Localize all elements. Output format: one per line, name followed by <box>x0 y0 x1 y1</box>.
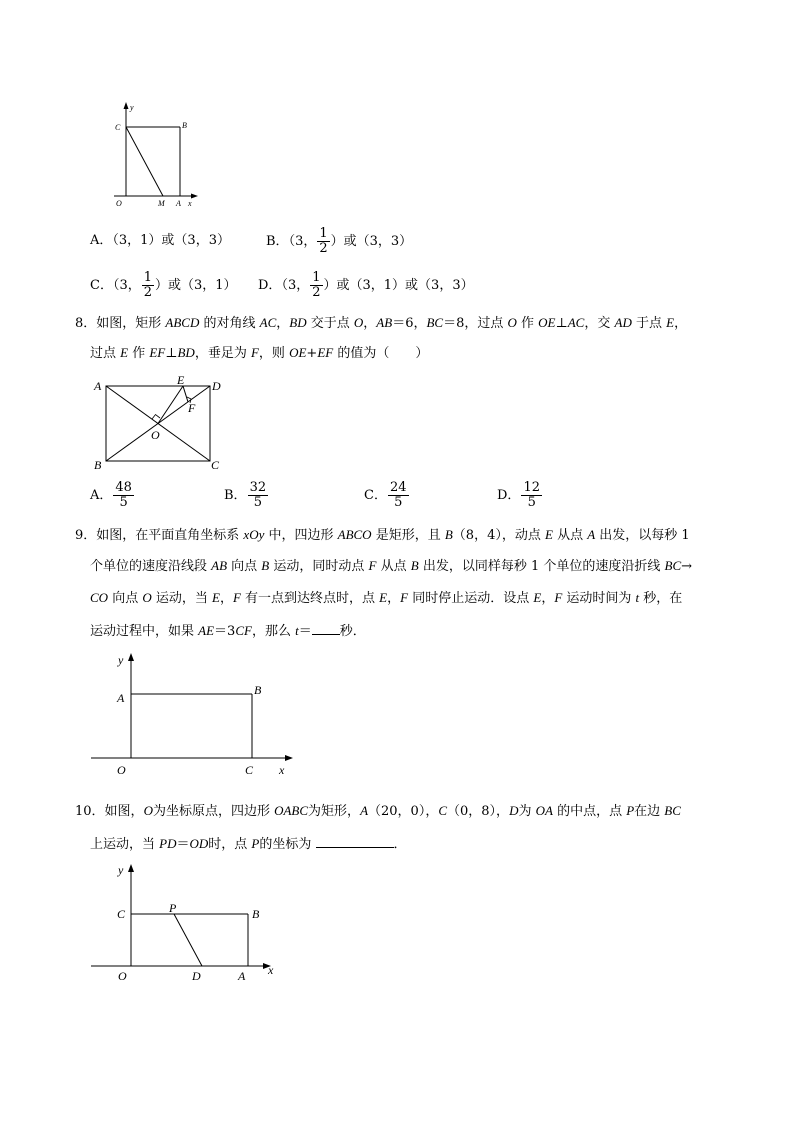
q7-label-O: O <box>116 199 122 208</box>
math-variable: ABCO <box>337 527 372 542</box>
text-segment: 如图，在平面直角坐标系 <box>96 528 244 543</box>
option-text: ）或（3，1）或（3，3） <box>323 278 474 293</box>
q9-text-line3 <box>90 588 682 609</box>
question-number: 9． <box>75 528 97 543</box>
q8-label-O: O <box>151 428 160 442</box>
q10-label-C: C <box>117 907 126 921</box>
math-variable: AE <box>198 623 215 638</box>
text-segment: ，垂足为 <box>194 346 251 361</box>
q10-label-B: B <box>252 907 260 921</box>
text-segment: 5 <box>394 495 403 510</box>
text-segment: 秒，在 <box>639 591 683 606</box>
math-variable: E <box>379 590 388 605</box>
fraction <box>113 481 134 510</box>
math-variable: AD <box>614 315 632 330</box>
q7-option-a[interactable] <box>90 231 230 251</box>
q8-figure <box>88 372 230 476</box>
option-letter: C． <box>364 488 387 503</box>
text-segment: + <box>306 346 318 361</box>
math-variable: A <box>587 527 596 542</box>
text-segment: （8，4），动点 <box>452 528 545 543</box>
q10-label-y: y <box>118 863 124 877</box>
math-variable: ABCD <box>165 315 200 330</box>
text-segment: 1 <box>319 226 328 241</box>
text-segment: 运动时间为 <box>562 591 636 606</box>
q9-text-line2 <box>90 556 692 577</box>
text-segment: 的值为（ ） <box>333 346 429 361</box>
math-variable: EF <box>317 345 334 360</box>
math-variable: OE <box>538 315 556 330</box>
answer-blank[interactable] <box>312 620 340 635</box>
text-segment: ， <box>387 591 401 606</box>
math-variable: D <box>509 803 519 818</box>
fraction <box>142 271 154 300</box>
text-segment: 为坐标原点，四边形 <box>152 804 275 819</box>
q9-figure <box>88 650 298 780</box>
math-variable: O <box>142 590 152 605</box>
text-segment: 秒． <box>339 624 366 639</box>
answer-blank[interactable] <box>316 833 394 848</box>
q10-text-line2 <box>90 833 407 855</box>
q10-figure <box>88 860 288 985</box>
fraction <box>521 481 542 510</box>
q7-label-x: x <box>188 199 192 208</box>
option-letter: A． <box>90 488 113 503</box>
q8-option-c[interactable] <box>364 481 410 510</box>
text-segment: 如图，矩形 <box>96 316 166 331</box>
text-segment: ， <box>219 591 233 606</box>
math-variable: BC <box>664 558 682 573</box>
q10-label-D: D <box>192 969 201 983</box>
text-segment: 12 <box>523 480 540 495</box>
math-variable: AB <box>376 315 393 330</box>
math-variable: O <box>143 803 153 818</box>
text-segment: 运动过程中，如果 <box>90 624 199 639</box>
math-variable: OABC <box>274 803 309 818</box>
text-segment: 的中点，点 <box>552 804 627 819</box>
math-variable: A <box>360 803 369 818</box>
math-variable: F <box>554 590 563 605</box>
option-letter: D． <box>497 488 521 503</box>
q7-option-c[interactable] <box>90 271 237 300</box>
text-segment: 出发，以同样每秒 1 个单位的速度沿折线 <box>418 559 665 574</box>
text-segment: ＝ <box>298 624 312 639</box>
text-segment: 中，四边形 <box>264 528 338 543</box>
math-variable: AC <box>259 315 277 330</box>
q9-label-x: x <box>279 763 285 777</box>
math-variable: E <box>666 315 675 330</box>
math-variable: O <box>353 315 364 330</box>
math-variable: C <box>438 803 448 818</box>
text-segment: 向点 <box>108 591 143 606</box>
option-letter: D． <box>258 278 282 293</box>
text-segment: 48 <box>115 480 132 495</box>
question-number: 8． <box>75 316 97 331</box>
math-variable: E <box>533 590 542 605</box>
text-segment: 时，点 <box>208 837 252 852</box>
text-segment: 在边 <box>634 804 665 819</box>
text-segment: 同时停止运动．设点 <box>408 591 534 606</box>
text-segment: ，交 <box>584 316 615 331</box>
q9-label-A: A <box>117 691 125 705</box>
q10-label-O: O <box>118 969 127 983</box>
text-segment: ＝6， <box>392 316 427 331</box>
q9-label-C: C <box>245 763 254 777</box>
text-segment: （0，8）， <box>447 804 510 819</box>
text-segment: 出发，以每秒 1 <box>595 528 690 543</box>
q10-label-A: A <box>238 969 246 983</box>
math-variable: BD <box>289 315 307 330</box>
math-variable: xOy <box>243 527 265 542</box>
option-letter: C． <box>90 278 113 293</box>
q7-figure <box>108 100 208 212</box>
text-segment: 24 <box>389 480 407 495</box>
q9-label-B: B <box>254 683 262 697</box>
math-variable: t <box>295 623 299 638</box>
text-segment: ， <box>276 316 290 331</box>
text-segment: 上运动，当 <box>90 837 160 852</box>
q8-label-D: D <box>212 379 221 393</box>
text-segment: 1 <box>143 270 153 285</box>
math-variable: O <box>507 315 517 330</box>
q7-label-B: B <box>182 121 187 130</box>
math-variable: F <box>250 345 259 360</box>
option-text: ）或（3，3） <box>330 234 413 249</box>
math-variable: E <box>211 590 220 605</box>
text-segment: 是矩形，且 <box>371 528 445 543</box>
math-variable: F <box>400 590 409 605</box>
math-variable: E <box>544 527 553 542</box>
option-text: ）或（3，1） <box>155 278 237 293</box>
fraction <box>248 481 269 510</box>
math-variable: t <box>635 590 640 605</box>
q8-label-B: B <box>94 458 102 472</box>
math-variable: AC <box>567 315 585 330</box>
q8-label-A: A <box>94 379 102 393</box>
q7-label-A: A <box>176 199 181 208</box>
q9-label-O: O <box>117 763 126 777</box>
option-letter: A． <box>90 233 113 248</box>
text-segment: 交于点 <box>306 316 354 331</box>
text-segment: 作 <box>516 316 539 331</box>
text-segment: ⊥ <box>555 316 568 331</box>
q8-label-E: E <box>177 373 185 387</box>
math-variable: B <box>410 558 419 573</box>
text-segment: ， <box>363 316 377 331</box>
text-segment: 个单位的速度沿线段 <box>90 559 212 574</box>
q8-label-F: F <box>188 401 196 415</box>
fraction <box>388 481 409 510</box>
q8-option-a[interactable] <box>90 481 135 510</box>
option-text: （3，1）或（3，3） <box>112 233 230 248</box>
q9-text-line1 <box>75 525 690 546</box>
q8-label-C: C <box>211 458 220 472</box>
q9-label-y: y <box>118 653 124 667</box>
q10-text-line1 <box>75 801 681 822</box>
text-segment: 有一点到达终点时，点 <box>240 591 380 606</box>
math-variable: P <box>251 836 260 851</box>
text-segment: ＝3 <box>214 624 236 639</box>
math-variable: P <box>626 803 635 818</box>
text-segment: 2 <box>312 285 321 300</box>
text-segment: ． <box>393 837 407 852</box>
text-segment: 5 <box>119 495 128 510</box>
q8-text-line1 <box>75 313 687 334</box>
text-segment: ， <box>674 316 688 331</box>
math-variable: EF <box>149 345 166 360</box>
text-segment: 运动，当 <box>151 591 212 606</box>
q8-option-b[interactable] <box>224 481 269 510</box>
math-variable: BC <box>426 315 444 330</box>
option-text: （3， <box>288 234 317 249</box>
text-segment: 过点 <box>90 346 121 361</box>
option-letter: B． <box>224 488 247 503</box>
question-number: 10． <box>75 804 105 819</box>
math-variable: F <box>232 590 241 605</box>
q7-label-M: M <box>158 199 165 208</box>
q8-text-line2 <box>90 343 428 364</box>
q7-label-y: y <box>130 103 134 112</box>
text-segment: 向点 <box>227 559 262 574</box>
text-segment: 从点 <box>552 528 588 543</box>
q8-option-d[interactable] <box>497 481 543 510</box>
text-segment: ，那么 <box>251 624 296 639</box>
math-variable: F <box>368 558 377 573</box>
text-segment: 于点 <box>631 316 667 331</box>
math-variable: BD <box>177 345 195 360</box>
text-segment: 32 <box>249 480 267 495</box>
text-segment: ＝ <box>176 837 190 852</box>
text-segment: 运动，同时动点 <box>269 559 369 574</box>
text-segment: → <box>681 559 693 574</box>
text-segment: 2 <box>319 241 328 256</box>
text-segment: 1 <box>312 270 321 285</box>
text-segment: 5 <box>527 495 536 510</box>
math-variable: PD <box>159 836 177 851</box>
text-segment: 为矩形， <box>308 804 361 819</box>
text-segment: 为 <box>518 804 536 819</box>
option-text: （3， <box>112 278 141 293</box>
math-variable: B <box>261 558 270 573</box>
math-variable: OD <box>189 836 209 851</box>
text-segment: （20，0）， <box>368 804 439 819</box>
text-segment: 的对角线 <box>199 316 260 331</box>
option-letter: B． <box>266 234 289 249</box>
option-text: （3， <box>281 278 310 293</box>
text-segment: ⊥ <box>165 346 178 361</box>
text-segment: 如图， <box>104 804 144 819</box>
math-variable: BC <box>664 803 681 818</box>
q10-label-x: x <box>268 963 274 977</box>
text-segment: 作 <box>128 346 150 361</box>
q7-option-b[interactable] <box>266 227 412 256</box>
fraction <box>317 227 329 256</box>
text-segment: ＝8，过点 <box>443 316 508 331</box>
text-segment: 从点 <box>376 559 411 574</box>
text-segment: ， <box>541 591 555 606</box>
text-segment: 5 <box>253 495 262 510</box>
math-variable: AB <box>211 558 228 573</box>
text-segment: 的坐标为 <box>259 837 316 852</box>
q9-text-line4 <box>90 620 366 642</box>
math-variable: OA <box>535 803 553 818</box>
q10-label-P: P <box>169 901 177 915</box>
q7-option-d[interactable] <box>258 271 474 300</box>
math-variable: B <box>444 527 453 542</box>
math-variable: CO <box>90 590 109 605</box>
text-segment: ，则 <box>258 346 290 361</box>
math-variable: CF <box>235 623 252 638</box>
math-variable: E <box>120 345 129 360</box>
fraction <box>310 271 322 300</box>
text-segment: 2 <box>143 285 153 300</box>
math-variable: OE <box>289 345 307 360</box>
q7-label-C: C <box>115 123 121 132</box>
